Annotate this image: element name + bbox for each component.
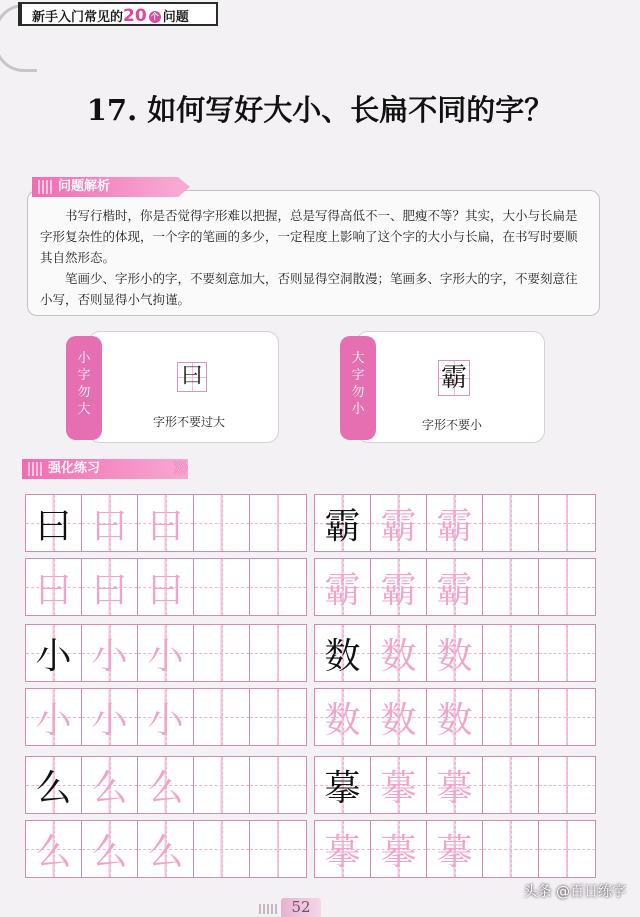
trace-char — [539, 559, 595, 615]
trace-char: 摹 — [324, 831, 361, 873]
practice-cell[interactable] — [194, 495, 250, 551]
practice-cell[interactable] — [82, 821, 138, 877]
trace-char — [250, 689, 306, 745]
trace-char: 么 — [91, 767, 128, 809]
practice-cell[interactable] — [371, 559, 427, 615]
trace-char — [250, 495, 306, 551]
trace-char: 么 — [147, 831, 184, 873]
trace-char: 曰 — [147, 505, 184, 547]
watermark: 头条 @百日练字 — [523, 884, 626, 900]
page-number-decoration — [259, 904, 279, 914]
practice-cell[interactable] — [371, 689, 427, 745]
page-title: 17. 如何写好大小、长扁不同的字？ — [86, 93, 554, 127]
practice-cell[interactable] — [539, 559, 595, 615]
trace-char: 霸 — [436, 505, 473, 547]
example-char-small: 曰 — [177, 362, 207, 392]
trace-char — [483, 757, 538, 813]
header-suffix: 问题 — [162, 10, 189, 25]
header-prefix: 新手入门常见的 — [32, 10, 124, 25]
practice-cell[interactable] — [539, 689, 595, 745]
practice-cell[interactable] — [539, 821, 595, 877]
analysis-section-tag: 问题解析 — [32, 177, 178, 197]
practice-row — [25, 558, 307, 616]
trace-char — [194, 689, 249, 745]
practice-cell[interactable] — [26, 495, 82, 551]
practice-cell[interactable] — [315, 821, 371, 877]
trace-char — [250, 559, 306, 615]
trace-char — [539, 625, 595, 681]
trace-char — [539, 757, 595, 813]
practice-cell[interactable] — [483, 559, 539, 615]
practice-cell[interactable] — [483, 495, 539, 551]
practice-cell[interactable] — [427, 495, 483, 551]
trace-char — [539, 495, 595, 551]
tab-char: 勿 — [351, 385, 365, 400]
tab-char: 字 — [351, 368, 365, 383]
trace-char — [483, 689, 538, 745]
tab-char: 字 — [77, 368, 91, 383]
example-caption-small: 字形不要过大 — [153, 415, 226, 429]
practice-cell[interactable] — [194, 559, 250, 615]
practice-cell[interactable] — [539, 495, 595, 551]
header-number: 20 — [123, 6, 147, 26]
trace-char: 摹 — [436, 767, 473, 809]
example-tab-small — [66, 336, 102, 440]
trace-char: 小 — [91, 699, 128, 741]
practice-cell[interactable] — [427, 559, 483, 615]
tab-char: 大 — [351, 351, 365, 366]
example-tab-large — [340, 336, 376, 440]
practice-section-tag: 强化练习 — [22, 459, 188, 479]
practice-cell[interactable] — [427, 689, 483, 745]
analysis-paragraph-1: 书写行楷时，你是否觉得字形难以把握，总是写得高低不一、肥瘦不等？其实，大小与长扁是字形复杂性的体现，一个字的笔画的多少，一定程度上影响了这个字的大小与长扁，在书写时要顺其自然形态。 — [40, 208, 578, 265]
practice-cell[interactable] — [371, 625, 427, 681]
trace-char — [483, 559, 538, 615]
practice-row — [314, 688, 596, 746]
practice-arrows: 》》》 — [172, 459, 194, 477]
trace-char — [194, 495, 249, 551]
practice-cell[interactable] — [138, 821, 194, 877]
trace-char: 摹 — [380, 831, 417, 873]
practice-cell[interactable] — [138, 625, 194, 681]
trace-char — [539, 821, 595, 877]
trace-char: 小 — [147, 699, 184, 741]
trace-char: 小 — [35, 699, 72, 741]
practice-cell[interactable] — [82, 625, 138, 681]
practice-cell[interactable] — [427, 625, 483, 681]
practice-cell[interactable] — [194, 821, 250, 877]
trace-char: 数 — [380, 635, 417, 677]
trace-char: 曰 — [35, 569, 72, 611]
trace-char — [483, 495, 538, 551]
trace-char — [194, 625, 249, 681]
practice-cell[interactable] — [194, 757, 250, 813]
trace-char: 小 — [91, 635, 128, 677]
trace-char: 曰 — [91, 569, 128, 611]
practice-cell[interactable] — [315, 757, 371, 813]
trace-char — [250, 757, 306, 813]
practice-row — [314, 494, 596, 552]
practice-cell[interactable] — [82, 757, 138, 813]
model-char: 么 — [35, 767, 72, 809]
practice-cell[interactable] — [250, 559, 306, 615]
tab-char: 勿 — [77, 385, 91, 400]
practice-cell[interactable] — [250, 689, 306, 745]
tab-char: 大 — [77, 402, 91, 417]
practice-cell[interactable] — [315, 625, 371, 681]
trace-char: 霸 — [380, 569, 417, 611]
practice-cell[interactable] — [315, 559, 371, 615]
analysis-box — [27, 190, 600, 316]
model-char: 小 — [35, 635, 72, 677]
trace-char: 霸 — [436, 569, 473, 611]
practice-cell[interactable] — [483, 821, 539, 877]
tab-char: 小 — [351, 402, 365, 417]
practice-cell[interactable] — [138, 689, 194, 745]
chapter-header — [18, 2, 218, 26]
trace-char — [194, 559, 249, 615]
practice-cell[interactable] — [26, 559, 82, 615]
practice-cell[interactable] — [371, 821, 427, 877]
trace-char — [250, 625, 306, 681]
trace-char: 小 — [147, 635, 184, 677]
practice-cell[interactable] — [250, 495, 306, 551]
trace-char: 曰 — [91, 505, 128, 547]
header-circle-char: 个 — [150, 12, 159, 21]
practice-cell[interactable] — [371, 495, 427, 551]
practice-cell[interactable] — [250, 757, 306, 813]
practice-cell[interactable] — [315, 689, 371, 745]
trace-char: 么 — [35, 831, 72, 873]
trace-char: 数 — [380, 699, 417, 741]
trace-char: 摹 — [436, 831, 473, 873]
practice-cell[interactable] — [539, 757, 595, 813]
example-caption-large: 字形不要小 — [422, 418, 483, 432]
trace-char: 曰 — [147, 569, 184, 611]
practice-cell[interactable] — [138, 757, 194, 813]
model-char: 摹 — [324, 767, 361, 809]
practice-row — [314, 558, 596, 616]
practice-cell[interactable] — [371, 757, 427, 813]
example-char-large: 霸 — [438, 360, 470, 396]
practice-row — [314, 756, 596, 814]
tab-char: 小 — [77, 351, 91, 366]
practice-row — [314, 624, 596, 682]
practice-row — [314, 820, 596, 878]
practice-cell[interactable] — [194, 689, 250, 745]
practice-row — [25, 624, 307, 682]
practice-cell[interactable] — [82, 559, 138, 615]
practice-cell[interactable] — [483, 757, 539, 813]
practice-cell[interactable] — [427, 757, 483, 813]
trace-char: 数 — [324, 699, 361, 741]
practice-cell[interactable] — [82, 495, 138, 551]
practice-cell[interactable] — [315, 495, 371, 551]
practice-cell[interactable] — [26, 689, 82, 745]
trace-char: 么 — [91, 831, 128, 873]
practice-cell[interactable] — [250, 821, 306, 877]
practice-cell[interactable] — [194, 625, 250, 681]
trace-char — [250, 821, 306, 877]
practice-cell[interactable] — [138, 559, 194, 615]
trace-char: 摹 — [380, 767, 417, 809]
trace-char — [194, 821, 249, 877]
trace-char — [539, 689, 595, 745]
practice-row — [25, 756, 307, 814]
practice-row — [25, 688, 307, 746]
practice-cell[interactable] — [26, 625, 82, 681]
practice-cell[interactable] — [26, 821, 82, 877]
trace-char: 么 — [147, 767, 184, 809]
practice-cell[interactable] — [82, 689, 138, 745]
model-char: 数 — [324, 635, 361, 677]
trace-char: 数 — [436, 699, 473, 741]
trace-char — [483, 821, 538, 877]
practice-row — [25, 820, 307, 878]
practice-cell[interactable] — [138, 495, 194, 551]
trace-char — [483, 625, 538, 681]
practice-cell[interactable] — [539, 625, 595, 681]
practice-cell[interactable] — [483, 625, 539, 681]
practice-cell[interactable] — [427, 821, 483, 877]
model-char: 曰 — [35, 505, 72, 547]
trace-char: 霸 — [380, 505, 417, 547]
trace-char — [194, 757, 249, 813]
trace-char: 霸 — [324, 569, 361, 611]
practice-cell[interactable] — [483, 689, 539, 745]
model-char: 霸 — [324, 505, 361, 547]
trace-char: 数 — [436, 635, 473, 677]
practice-row — [25, 494, 307, 552]
analysis-paragraph-2: 笔画少、字形小的字，不要刻意加大，否则显得空洞散漫；笔画多、字形大的字，不要刻意往小写，否则显得小气拘谨。 — [40, 271, 578, 307]
practice-cell[interactable] — [250, 625, 306, 681]
practice-cell[interactable] — [26, 757, 82, 813]
page-number: 52 — [281, 898, 321, 917]
